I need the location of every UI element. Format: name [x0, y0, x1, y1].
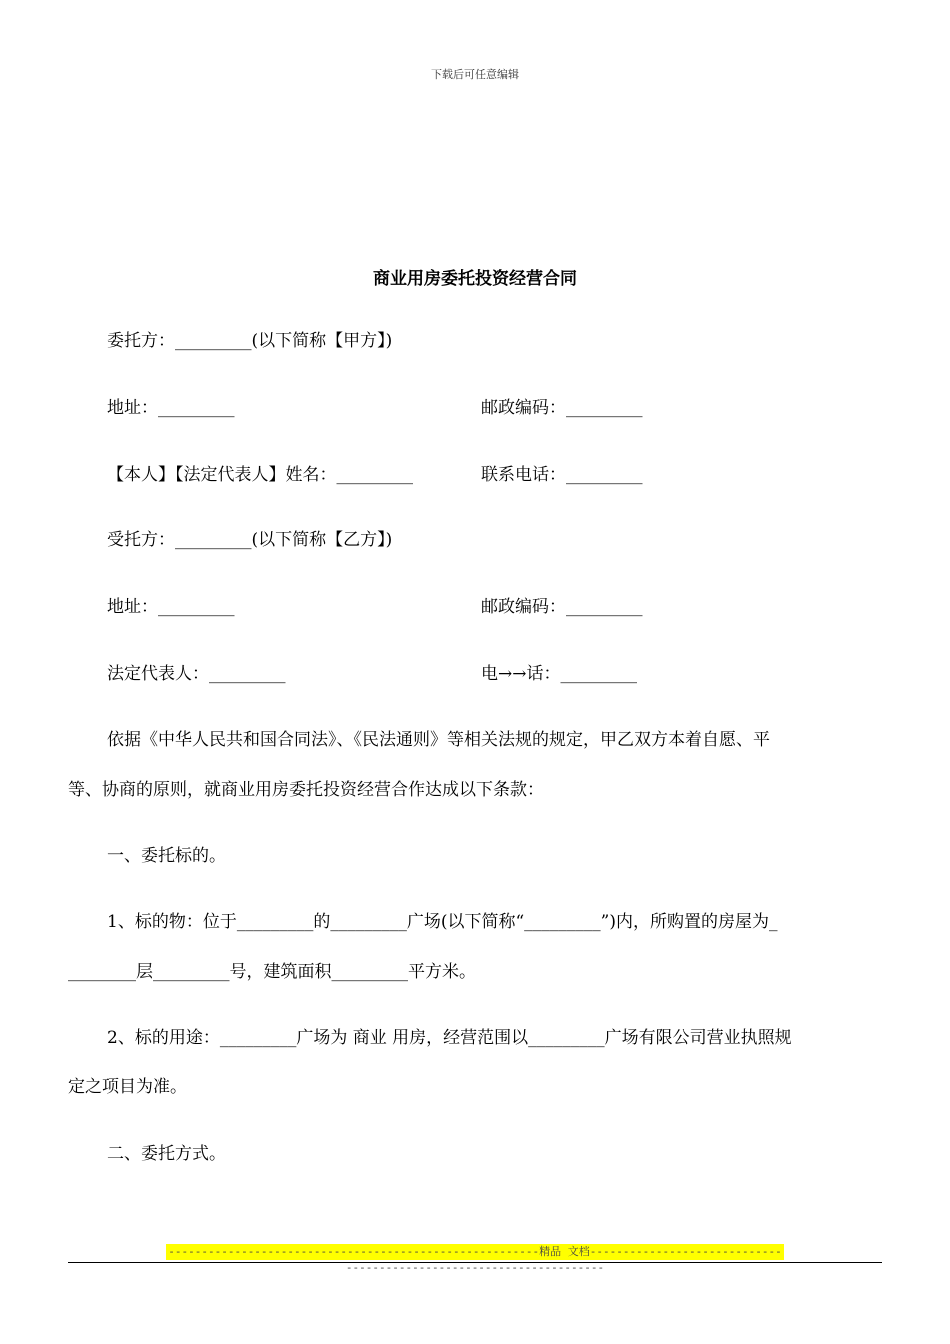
footer-divider [68, 1262, 882, 1263]
preamble-line-2: 等、协商的原则，就商业用房委托投资经营合作达成以下条款： [68, 780, 544, 800]
clause-2-line-1: 2、标的用途：_________广场为 商业 用房，经营范围以_________广场有限公司营业执照规 [107, 1028, 792, 1048]
party-a-address: 地址：_________ [107, 398, 235, 418]
footer-banner: --------------------------------------------------------精品 文档-------------------------------------------------------------------- [166, 1244, 784, 1260]
entrusting-party-line: 委托方：_________(以下简称【甲方】) [107, 331, 393, 351]
clause-1-line-1: 1、标的物：位于_________的_________广场(以下简称“_________”)内，所购置的房屋为_ [107, 912, 778, 932]
clause-2-line-2: 定之项目为准。 [68, 1077, 187, 1097]
party-b-address: 地址：_________ [107, 597, 235, 617]
party-a-postcode: 邮政编码：_________ [481, 398, 643, 418]
document-title: 商业用房委托投资经营合同 [373, 269, 577, 289]
party-b-representative: 法定代表人：_________ [107, 664, 286, 684]
section-2-heading: 二、委托方式。 [107, 1144, 226, 1164]
party-b-postcode: 邮政编码：_________ [481, 597, 643, 617]
section-1-heading: 一、委托标的。 [107, 846, 226, 866]
party-a-representative-name: 【本人】【法定代表人】姓名：_________ [107, 465, 413, 485]
party-a-phone: 联系电话：_________ [481, 465, 643, 485]
header-note: 下载后可任意编辑 [431, 68, 519, 81]
preamble-line-1: 依据《中华人民共和国合同法》、《民法通则》等相关法规的规定，甲乙双方本着自愿、平 [107, 730, 770, 750]
clause-1-line-2: ________层_________号，建筑面积_________平方米。 [68, 962, 476, 982]
entrusted-party-line: 受托方：_________(以下简称【乙方】) [107, 530, 393, 550]
party-b-phone: 电→→话：_________ [481, 664, 637, 684]
